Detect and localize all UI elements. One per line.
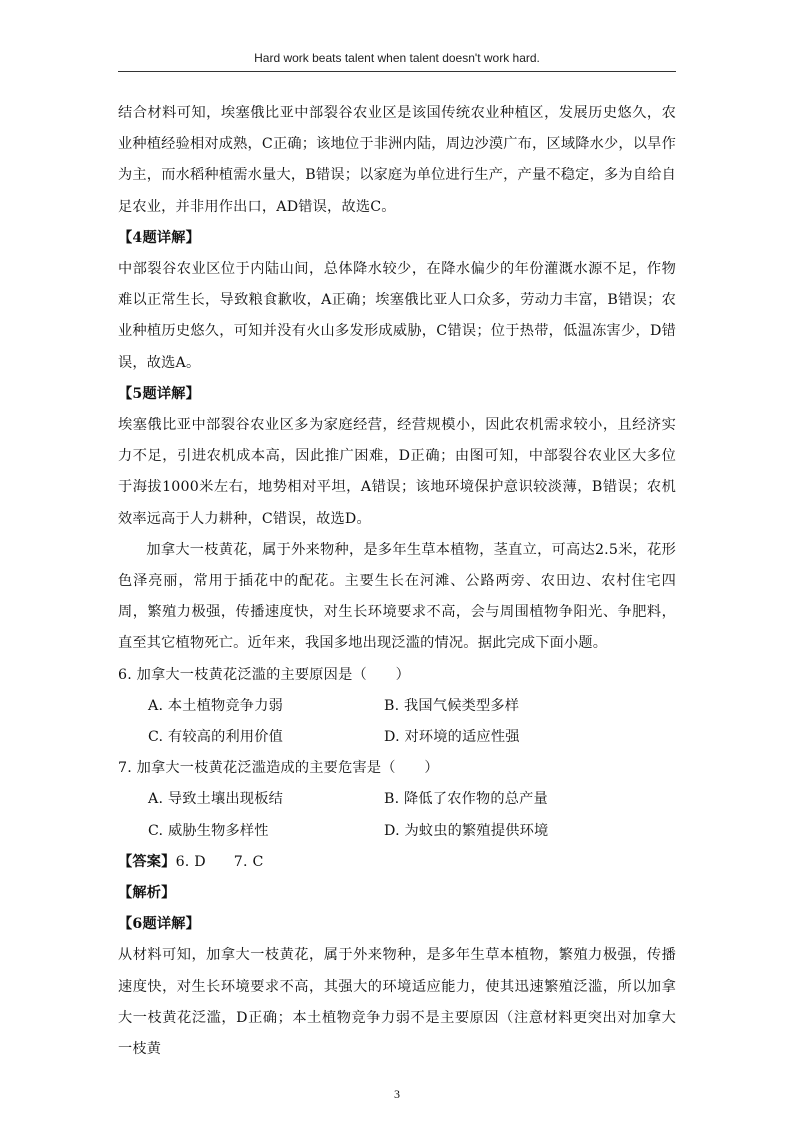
q7-option-d: D. 为蚊虫的繁殖提供环境	[384, 822, 549, 839]
q6-option-b: B. 我国气候类型多样	[384, 697, 520, 714]
paragraph-q4-explanation: 中部裂谷农业区位于内陆山间，总体降水较少，在降水偏少的年份灌溉水源不足，作物难以正常生长，导致粮食歉收，A正确；埃塞俄比亚人口众多，劳动力丰富，B错误；农业种植历史悠久，可知并没有火山多发形成威胁，C错误；位于热带，低温冻害少，D错误，故选A。	[118, 261, 676, 371]
question-6-options-row-2	[118, 722, 676, 753]
question-6-options-row-1	[118, 691, 676, 722]
answer-line	[118, 847, 676, 878]
answer-label: 【答案】	[118, 853, 176, 870]
q6-option-d: D. 对环境的适应性强	[384, 729, 520, 746]
page-header: Hard work beats talent when talent doesn't work hard.	[254, 51, 540, 65]
answer-6: 6. D	[175, 853, 206, 870]
paragraph-q5-explanation: 埃塞俄比亚中部裂谷农业区多为家庭经营，经营规模小，因此农机需求较小，且经济实力不足，引进农机成本高，因此推广困难，D正确；由图可知，中部裂谷农业区大多位于海拔1000米左右，地势相对平坦，A错误；该地环境保护意识较淡薄，B错误；农机效率远高于人力耕种，C错误，故选D。	[118, 417, 676, 527]
paragraph-q3-explanation: 结合材料可知，埃塞俄比亚中部裂谷农业区是该国传统农业种植区，发展历史悠久，农业种植经验相对成熟，C正确；该地位于非洲内陆，周边沙漠广布，区域降水少，以旱作为主，而水稻种植需水量大，B错误；以家庭为单位进行生产，产量不稳定，多为自给自足农业，并非用作出口，AD错误，故选C。	[118, 105, 676, 215]
question-7-options-row-1	[118, 784, 676, 815]
section-label-q6: 【6题详解】	[118, 916, 201, 933]
q7-option-b: B. 降低了农作物的总产量	[384, 791, 548, 808]
question-7-stem: 7. 加拿大一枝黄花泛滥造成的主要危害是（ ）	[118, 760, 439, 777]
q7-option-c: C. 威胁生物多样性	[148, 822, 269, 839]
paragraph-q6-explanation: 从材料可知，加拿大一枝黄花，属于外来物种，是多年生草本植物，繁殖力极强，传播速度快，对生长环境要求不高，其强大的环境适应能力，使其迅速繁殖泛滥，所以加拿大一枝黄花泛滥，D正确；本土植物竞争力弱不是主要原因（注意材料更突出对加拿大一枝黄	[118, 947, 676, 1058]
q6-option-a: A. 本土植物竞争力弱	[148, 697, 283, 714]
answer-7: 7. C	[233, 853, 264, 870]
header-divider	[118, 71, 676, 72]
page-number: 3	[394, 1087, 400, 1101]
page-body	[118, 98, 676, 1065]
question-7-options-row-2	[118, 816, 676, 847]
section-label-q4: 【4题详解】	[118, 229, 201, 246]
q7-option-a: A. 导致土壤出现板结	[148, 791, 283, 808]
section-label-q5: 【5题详解】	[118, 385, 201, 402]
paragraph-material: 加拿大一枝黄花，属于外来物种，是多年生草本植物，茎直立，可高达2.5米，花形色泽亮丽，常用于插花中的配花。主要生长在河滩、公路两旁、农田边、农村住宅四周，繁殖力极强，传播速度快，对生长环境要求不高，会与周围植物争阳光、争肥料，直至其它植物死亡。近年来，我国多地出现泛滥的情况。据此完成下面小题。	[118, 541, 676, 652]
q6-option-c: C. 有较高的利用价值	[148, 729, 284, 746]
question-6-stem: 6. 加拿大一枝黄花泛滥的主要原因是（ ）	[118, 666, 411, 683]
analysis-label: 【解析】	[118, 885, 176, 902]
